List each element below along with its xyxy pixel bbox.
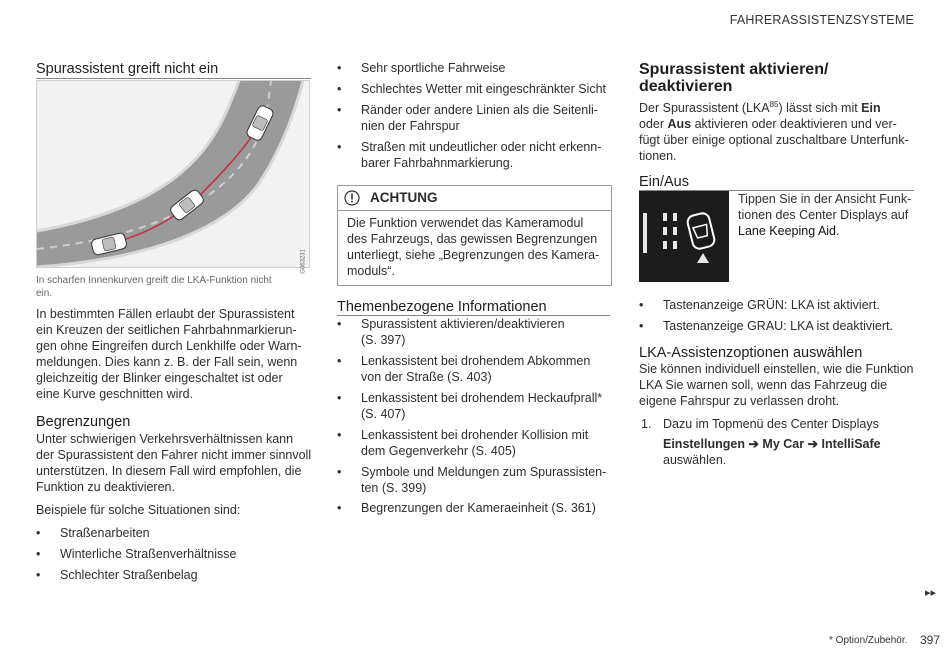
warning-icon	[344, 190, 360, 206]
tap-instruction: Tippen Sie in der Ansicht Funk- tionen des Center Displays auf Lane Keeping Aid.	[738, 192, 912, 238]
text-line: meldungen. Dies kann z. B. der Fall sein, wenn	[36, 355, 298, 369]
examples-intro: Beispiele für solche Situationen sind:	[36, 503, 241, 517]
list-item: • Straßen mit undeutlicher oder nicht erkenn- barer Fahrbahnmarkierung.	[337, 140, 602, 170]
illustration-curve	[36, 80, 310, 274]
related-heading: Themenbezogene Informationen	[337, 299, 547, 315]
lane-keeping-icon	[639, 191, 729, 282]
heading-activate: Spurassistent aktivieren/ deaktivieren	[639, 61, 829, 95]
warning-header	[338, 186, 611, 211]
related-link[interactable]: • Lenkassistent bei drohendem Heckaufprall* (S. 407)	[337, 391, 603, 421]
step-number: 1.	[641, 417, 652, 431]
text-line: ein Kreuzen der seitlichen Fahrbahnmarkierun-	[36, 323, 297, 337]
text-line: Unter schwierigen Verkehrsverhältnissen kann	[36, 432, 294, 446]
bullet: •	[36, 526, 41, 540]
text-line: der Spurassistent den Fahrer nicht immer sinnvoll	[36, 448, 312, 462]
column-3: Spurassistent aktivieren/ deaktivieren Der Spurassistent (LKA$^{85}$) lässt sich mit Ein oder Aus aktivieren oder deaktivieren und ver- fügt über einige optional zuschaltbare Unterfunk- tionen. Ein/Aus Tippen Sie in der Ansicht Funk- tionen des Center Displays auf Lane Keeping Aid. • Tastenanzeige GRÜN: LKA ist aktiviert. • Tastenanzeige GRAU: LKA ist deaktiviert. LKA-Assistenzoptionen auswählen Sie können individuell einstellen, wie die Funktion LKA Sie warnen soll, wenn das Fahrzeug die eigene Fahrspur zu verlassen droht. 1. Dazu im Topmenü des Center Displays Einstellungen ➔ My Car ➔ IntelliSafe auswählen.	[639, 0, 919, 657]
figure-caption-line1: In scharfen Innenkurven greift die LKA-Funktion nicht	[36, 275, 272, 286]
column-2: • Sehr sportliche Fahrweise • Schlechtes Wetter mit eingeschränkter Sicht • Ränder oder andere Linien als die Seitenli- nien der Fahrspur • Straßen mit undeutlicher oder nicht erkenn- barer Fahrbahnmarkierung. ACHTUNG Die Funktion verwendet das Kameramodul des Fahrzeugs, das gewissen Begrenzungen unterliegt, siehe „Begrenzungen des Kamera- moduls“. Themenbezogene Informationen • Spurassistent aktivieren/deaktivieren (S. 397) • Lenkassistent bei drohendem Abkommen von der Straße (S. 403) • Lenkassistent bei drohendem Heckaufprall* (S. 407) • Lenkassistent bei drohender Kollision mit dem Gegenverkehr (S. 405) • Symbole und Meldungen zum Spurassisten- ten (S. 399) • Begrenzungen der Kameraeinheit (S. 361)	[337, 0, 612, 657]
text-line: In bestimmten Fällen erlaubt der Spurassistent	[36, 307, 295, 321]
warning-title: ACHTUNG	[370, 190, 438, 205]
menu-my-car: My Car	[762, 437, 805, 451]
figure-id: G063231	[301, 249, 307, 274]
column-1: Spurassistent greift nicht ein G063231 In scharfen Innenkurven greift die LKA-Funktion nicht ein. In bestimmten Fällen erlaubt der Spurassistent ein Kreuzen der seitlichen Fahrbahnmarkierun- gen ohne Eingreifen durch Lenkhilfe oder Warn- meldungen. Dies kann z. B. der Fall sein, wenn gleichzeitig der Blinker eingeschaltet ist oder eine Kurve geschnitten wird. Begrenzungen Unter schwierigen Verkehrsverhältnissen kann der Spurassistent den Fahrer nicht immer sinnvoll unterstützen. In diesem Fall wird empfohlen, die Funktion zu deaktivieren. Beispiele für solche Situationen sind: • Straßenarbeiten • Winterliche Straßenverhältnisse • Schlechter Straßenbelag	[36, 0, 311, 657]
heading-on-off: Ein/Aus	[639, 174, 689, 190]
next-page-icon[interactable]: ▸▸	[925, 587, 937, 599]
related-link[interactable]: • Symbole und Meldungen zum Spurassisten- ten (S. 399)	[337, 465, 607, 495]
arrow-right-icon: ➔	[748, 437, 759, 451]
text-line: gleichzeitig der Blinker eingeschaltet ist oder	[36, 371, 283, 385]
heading-underline	[36, 78, 311, 79]
text-line: unterstützen. In diesem Fall wird empfohlen, die	[36, 464, 302, 478]
intro-paragraph: Der Spurassistent (LKA$^{85}$) lässt sich mit Ein oder Aus aktivieren oder deaktivieren und ver- fügt über einige optional zuschaltbare Unterfunk- tionen.	[639, 100, 909, 164]
related-link[interactable]: • Spurassistent aktivieren/deaktivieren (S. 397)	[337, 317, 565, 347]
page-number: 397	[920, 633, 941, 647]
bullet: •	[36, 568, 41, 582]
section-title: FAHRERASSISTENZSYSTEME	[729, 13, 914, 27]
lane-keeping-aid-label: Lane Keeping Aid	[738, 224, 837, 238]
heading-limitations: Begrenzungen	[36, 414, 131, 430]
menu-intellisafe: IntelliSafe	[821, 437, 881, 451]
lka-button-image	[639, 191, 729, 282]
warning-box	[337, 185, 612, 286]
list-item: • Ränder oder andere Linien als die Seitenli- nien der Fahrspur	[337, 103, 598, 133]
menu-path	[663, 436, 881, 452]
options-paragraph: Sie können individuell einstellen, wie die Funktion LKA Sie warnen soll, wenn das Fahrzeug die eigene Fahrspur zu verlassen droht.	[639, 362, 914, 408]
bullet: •	[36, 547, 41, 561]
footnote-option: * Option/Zubehör.	[829, 635, 908, 646]
arrow-right-icon: ➔	[807, 437, 819, 451]
related-link[interactable]: • Lenkassistent bei drohender Kollision mit dem Gegenverkehr (S. 405)	[337, 428, 589, 458]
heading-not-intervening: Spurassistent greift nicht ein	[36, 61, 219, 77]
text-line: Funktion zu deaktivieren.	[36, 480, 175, 494]
text-line: eine Kurve geschnitten wird.	[36, 387, 194, 401]
figure-caption-line2: ein.	[36, 288, 53, 299]
heading-options: LKA-Assistenzoptionen auswählen	[639, 345, 863, 361]
related-link[interactable]: • Lenkassistent bei drohendem Abkommen von der Straße (S. 403)	[337, 354, 591, 384]
paragraph-cases	[36, 306, 316, 402]
curve-road-illustration	[37, 81, 309, 267]
menu-settings: Einstellungen	[663, 437, 745, 451]
paragraph-limitations	[36, 431, 321, 495]
text-line: gen ohne Eingreifen durch Lenkhilfe oder Warn-	[36, 339, 302, 353]
warning-text: Die Funktion verwendet das Kameramodul des Fahrzeugs, das gewissen Begrenzungen unterliegt, siehe „Begrenzungen des Kamera- moduls“.	[347, 216, 600, 278]
